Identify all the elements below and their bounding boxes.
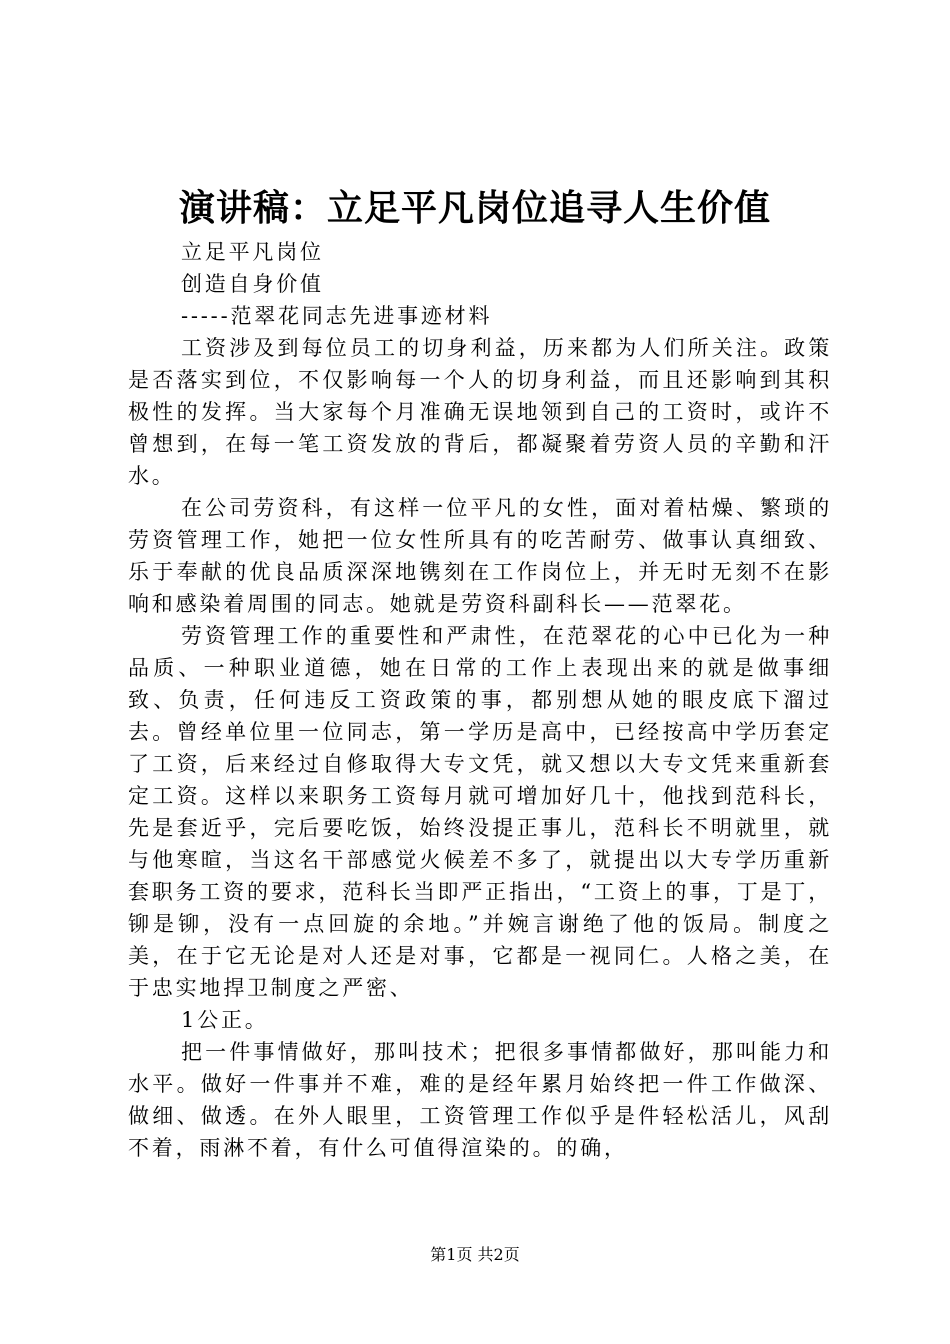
paragraph: 劳资管理工作的重要性和严肃性，在范翠花的心中已化为一种品质、一种职业道德，她在日常的工作上表现出来的就是做事细致、负责，任何违反工资政策的事，都别想从她的眼皮底下溜过去。曾经单位里一位同志，第一学历是高中，已经按高中学历套定了工资，后来经过自修取得大专文凭，就又想以大专文凭来重新套定工资。这样以来职务工资每月就可增加好几十，他找到范科长，先是套近乎，完后要吃饭，始终没提正事儿，范科长不明就里，就与他寒暄，当这名干部感觉火候差不多了，就提出以大专学历重新套职务工资的要求，范科长当即严正指出，“工资上的事，丁是丁，铆是铆，没有一点回旋的余地。”并婉言谢绝了他的饭局。制度之美，在于它无论是对人还是对事，它都是一视同仁。人格之美，在于忠实地捍卫制度之严密、 — [128, 624, 832, 1000]
paragraph: 1公正。 — [181, 1008, 269, 1032]
subtitle-attribution: -----范翠花同志先进事迹材料 — [181, 304, 493, 328]
paragraph: 工资涉及到每位员工的切身利益，历来都为人们所关注。政策是否落实到位，不仅影响每一个人的切身利益，而且还影响到其积极性的发挥。当大家每个月准确无误地领到自己的工资时，或许不曾想到，在每一笔工资发放的背后，都凝聚着劳资人员的辛勤和汗水。 — [128, 336, 832, 488]
subtitle-line: 创造自身价值 — [181, 272, 324, 296]
page-footer: 第1页 共2页 — [430, 1245, 520, 1264]
document-title: 演讲稿：立足平凡岗位追寻人生价值 — [178, 187, 771, 229]
subtitle-line: 立足平凡岗位 — [181, 240, 324, 264]
document-body — [128, 236, 832, 1164]
paragraph: 在公司劳资科，有这样一位平凡的女性，面对着枯燥、繁琐的劳资管理工作，她把一位女性所具有的吃苦耐劳、做事认真细致、乐于奉献的优良品质深深地镌刻在工作岗位上，并无时无刻不在影响和感染着周围的同志。她就是劳资科副科长——范翠花。 — [128, 496, 832, 616]
paragraph: 把一件事情做好，那叫技术；把很多事情都做好，那叫能力和水平。做好一件事并不难，难的是经年累月始终把一件工作做深、做细、做透。在外人眼里，工资管理工作似乎是件轻松活儿，风刮不着，雨淋不着，有什么可值得渲染的。的确， — [128, 1040, 832, 1160]
